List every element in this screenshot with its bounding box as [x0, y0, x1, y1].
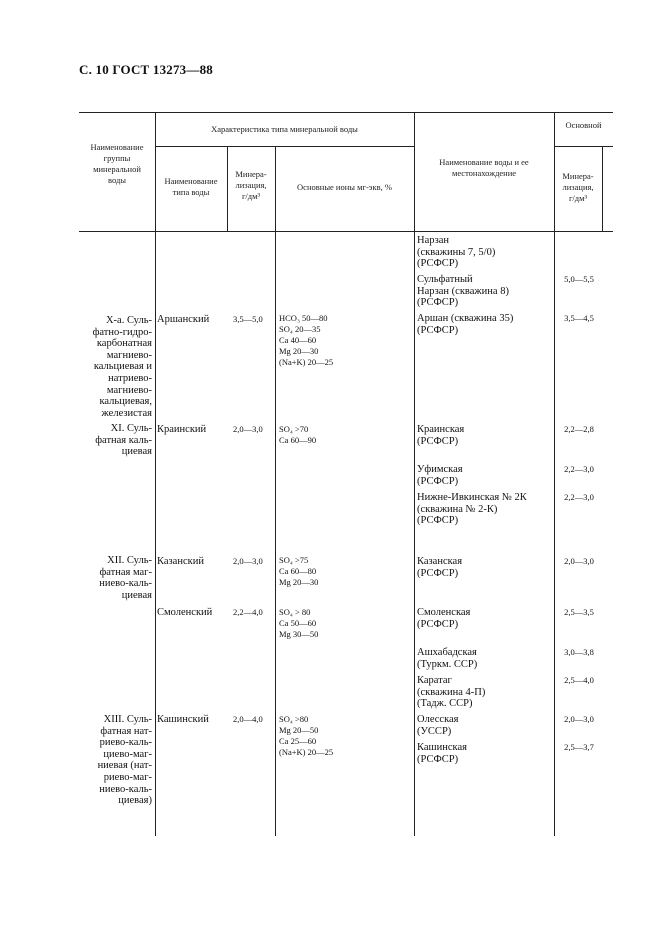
water-mineralization: 3,0—3,8 — [564, 647, 594, 657]
col-divider-group — [155, 112, 156, 836]
header-water-name-location: Наименование воды и ее местонахождение — [439, 157, 529, 178]
type-name: Аршанский — [157, 314, 210, 325]
water-name: Аршан (скважина 35) (РСФСР) — [417, 313, 514, 336]
table-top-border — [79, 112, 613, 113]
water-name: Краинская (РСФСР) — [417, 424, 465, 447]
water-name: Смоленская (РСФСР) — [417, 607, 471, 630]
water-name: Олесская (УССР) — [417, 714, 459, 737]
header-group-name: Наименование группы минеральной воды — [90, 142, 144, 185]
main-ions: НСО₃ 50—80 SO₄ 20—35 Ca 40—60 Mg 20—30 (Na+K) 20—25 — [279, 313, 334, 367]
col-divider-water — [554, 112, 555, 836]
header-main: Основной — [565, 120, 602, 130]
water-name: Сульфатный Нарзан (скважина 8) (РСФСР) — [417, 274, 509, 308]
water-name: Ашхабадская (Туркм. ССР) — [417, 647, 478, 670]
header-subdivider-right — [554, 146, 613, 147]
type-name: Казанский — [157, 556, 204, 567]
water-mineralization: 2,5—3,7 — [564, 742, 594, 752]
group-name: Х-а. Суль- фатно-гидро- карбонатная магниево- кальциевая и натриево- магниево- кальциевая, железистая — [92, 315, 152, 419]
water-mineralization: 2,2—2,8 — [564, 424, 594, 434]
group-name: XII. Суль- фатная маг- ниево-каль- циевая — [99, 555, 152, 601]
type-mineralization: 2,0—3,0 — [233, 424, 263, 434]
water-mineralization: 2,0—3,0 — [564, 714, 594, 724]
water-name: Каратаг (скважина 4-П) (Тадж. ССР) — [417, 675, 486, 709]
col-divider-main — [602, 146, 603, 232]
type-name: Краинский — [157, 424, 207, 435]
water-mineralization: 2,5—3,5 — [564, 607, 594, 617]
type-name: Смоленский — [157, 607, 213, 618]
type-mineralization: 3,5—5,0 — [233, 314, 263, 324]
col-divider-ions — [414, 112, 415, 836]
water-name: Нарзан (скважины 7, 5/0) (РСФСР) — [417, 235, 496, 269]
type-mineralization: 2,0—4,0 — [233, 714, 263, 724]
header-subdivider — [155, 146, 414, 147]
main-ions: SO₄ >70 Ca 60—90 — [279, 424, 317, 445]
page-header: С. 10 ГОСТ 13273—88 — [79, 62, 213, 77]
type-name: Кашинский — [157, 714, 209, 725]
water-mineralization: 2,5—4,0 — [564, 675, 594, 685]
water-mineralization: 2,2—3,0 — [564, 492, 594, 502]
type-mineralization: 2,0—3,0 — [233, 556, 263, 566]
water-name: Нижне-Ивкинская № 2К (скважина № 2-К) (РСФСР) — [417, 492, 527, 526]
main-ions: SO₄ >75 Ca 60—80 Mg 20—30 — [279, 555, 319, 587]
header-type-characteristics: Характеристика типа минеральной воды — [211, 124, 358, 134]
water-mineralization: 2,0—3,0 — [564, 556, 594, 566]
water-mineralization: 2,2—3,0 — [564, 464, 594, 474]
header-bottom-border — [79, 231, 613, 232]
water-name: Уфимская (РСФСР) — [417, 464, 463, 487]
main-ions: SO₄ >80 Mg 20—50 Ca 25—60 (Na+K) 20—25 — [279, 714, 334, 757]
water-name: Казанская (РСФСР) — [417, 556, 463, 579]
type-mineralization: 2,2—4,0 — [233, 607, 263, 617]
header-main-mineralization: Минера- лизация, г/дм³ — [562, 171, 594, 203]
col-divider-mineral — [275, 146, 276, 836]
header-main-ions: Основные ионы мг-экв, % — [297, 182, 392, 192]
header-mineralization: Минера- лизация, г/дм³ — [235, 169, 267, 201]
water-mineralization: 5,0—5,5 — [564, 274, 594, 284]
main-ions: SO₄ > 80 Ca 50—60 Mg 30—50 — [279, 607, 319, 639]
water-name: Кашинская (РСФСР) — [417, 742, 467, 765]
header-type-name: Наименование типа воды — [164, 176, 218, 197]
group-name: XI. Суль- фатная каль- циевая — [95, 423, 152, 458]
water-mineralization: 3,5—4,5 — [564, 313, 594, 323]
group-name: XIII. Суль- фатная нат- риево-каль- циево-маг- ниевая (нат- риево-маг- ниево-каль- циевая) — [97, 714, 152, 807]
